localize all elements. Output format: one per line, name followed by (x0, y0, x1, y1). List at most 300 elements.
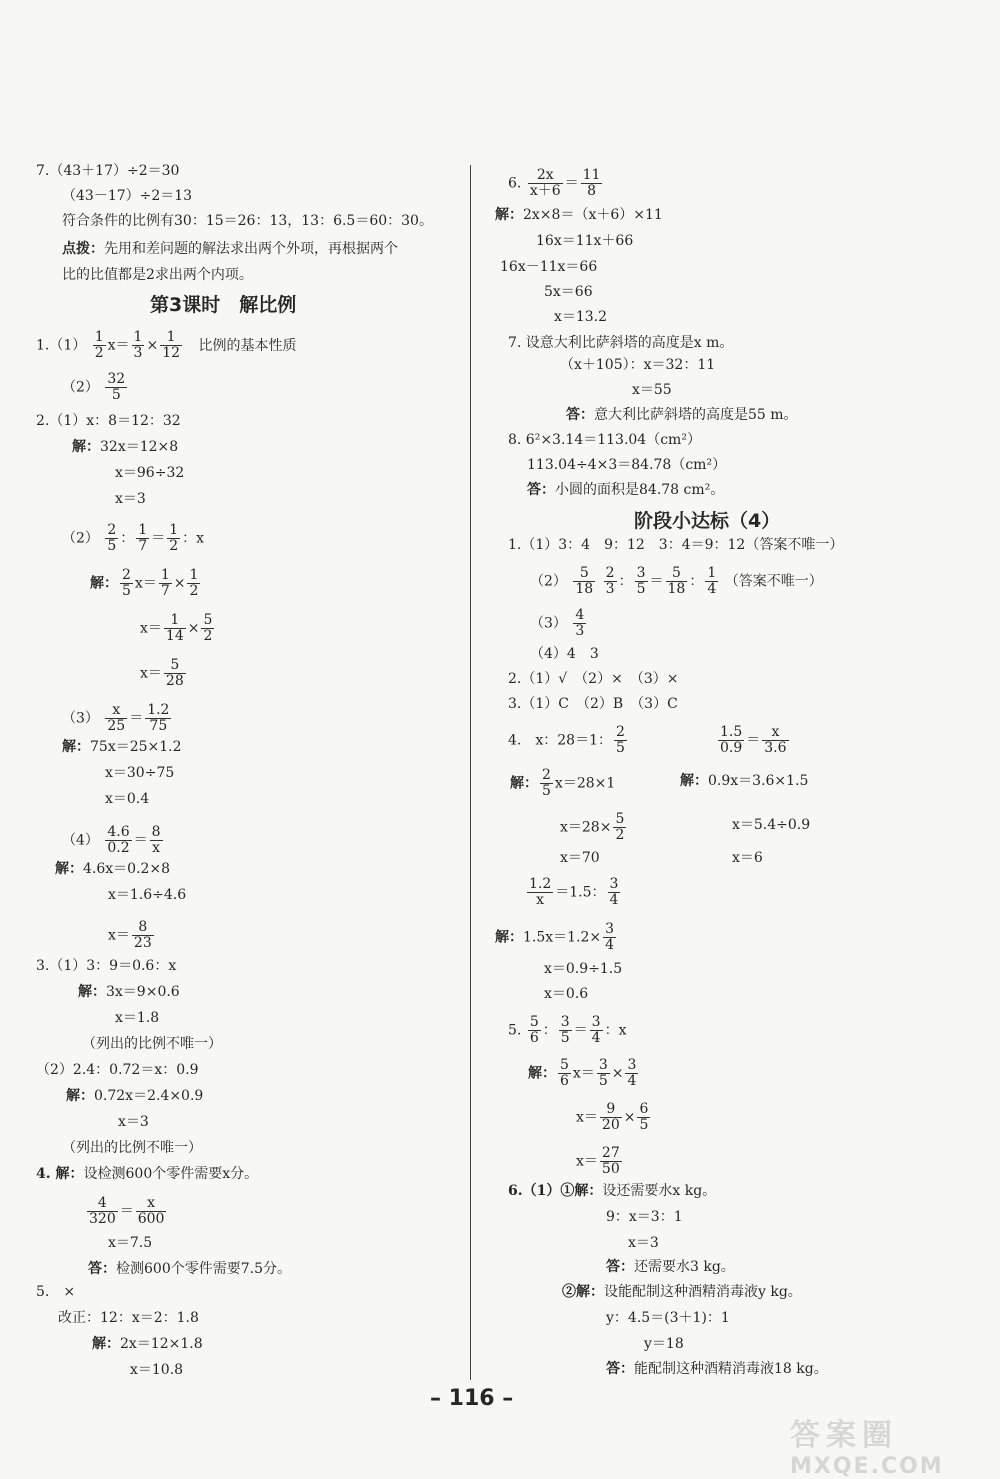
r-a6-1 (508, 1182, 716, 1200)
q-num: （2） (62, 530, 99, 547)
fraction (150, 825, 163, 856)
denominator: 0.9 (720, 740, 743, 756)
l-q3-5: （2）2.4：0.72＝x：0.9 (36, 1062, 199, 1078)
fraction (164, 658, 186, 689)
note: 比例的基本性质 (198, 337, 297, 354)
expr: x＝ (572, 1065, 595, 1082)
jie-label: 解： (92, 1336, 120, 1352)
expr: ＝ (133, 832, 148, 849)
fraction (105, 703, 127, 734)
fraction (159, 568, 172, 599)
denominator: 4 (627, 1073, 637, 1089)
l-q2-2-s2 (140, 613, 216, 644)
fraction (666, 566, 688, 597)
numerator: 11 (582, 167, 601, 183)
numerator: 5 (666, 566, 688, 582)
r-q6 (508, 168, 604, 199)
jie-label: 解： (680, 773, 708, 789)
r-a6-5 (562, 1283, 802, 1301)
r-a1-1: 1.（1）3：4 9：12 3：4＝9：12（答案不唯一） (508, 537, 844, 553)
l-q5-3 (92, 1335, 203, 1353)
r-a4-s3: x＝70 (560, 850, 600, 866)
denominator: 5 (122, 583, 131, 599)
q-num: 5. (508, 1022, 522, 1039)
answer-text: 意大利比萨斜塔的高度是55 m。 (594, 407, 798, 423)
expr: ： (689, 573, 704, 590)
expr: × (187, 620, 200, 637)
denominator: 3 (575, 623, 585, 639)
l-q5-1: 5. × (36, 1284, 76, 1300)
jie-label: 4. 解： (36, 1166, 84, 1182)
denominator: 4 (591, 1030, 601, 1046)
l-q4-ans (88, 1260, 291, 1278)
l-q2-4-s1 (55, 860, 170, 878)
fraction (93, 330, 106, 361)
fraction (637, 1102, 650, 1133)
r-a4-s6: x＝0.6 (544, 986, 589, 1002)
numerator: 5 (529, 1014, 539, 1030)
numerator: 5 (573, 566, 595, 582)
q-num: （2） (530, 573, 567, 590)
numerator: 2x (528, 168, 563, 184)
fraction (136, 1196, 167, 1227)
numerator: 2 (542, 767, 551, 783)
answer-text: 检测600个零件需要7.5分。 (116, 1261, 291, 1277)
l-q3-1: 3.（1）3：9＝0.6：x (36, 958, 177, 974)
denominator: 2 (94, 345, 104, 361)
numerator: 1 (160, 330, 182, 346)
fraction (718, 725, 744, 756)
step: 设还需要水x kg。 (602, 1183, 717, 1199)
denominator: 3 (605, 581, 615, 597)
fraction (105, 372, 127, 403)
r-a6-7: y＝18 (644, 1336, 684, 1352)
l-q4-1 (36, 1165, 258, 1183)
r-q7-2: （x＋105）：x＝32：11 (560, 357, 716, 373)
r-a1-2 (530, 566, 823, 597)
answer-label: 答： (566, 407, 594, 423)
l-q5-4: x＝10.8 (130, 1362, 184, 1378)
numerator: 8 (132, 920, 154, 936)
r-a5 (508, 1015, 626, 1046)
numerator: 1 (189, 567, 199, 583)
jie-label: 解： (510, 775, 538, 792)
expr: × (173, 575, 186, 592)
l-q3-2 (78, 983, 180, 1001)
fraction (132, 920, 154, 951)
expr: x＝ (576, 1153, 598, 1170)
expr: x＝28×1 (554, 775, 616, 792)
page-number: – 116 – (430, 1386, 514, 1411)
l-q4-2 (85, 1196, 168, 1227)
fraction (201, 613, 214, 644)
q-num: 1.（1） (36, 337, 87, 354)
r-a4-s2 (560, 812, 628, 843)
jie-label: 解： (495, 207, 523, 223)
numerator: 3 (598, 1057, 608, 1073)
denominator: 2 (615, 827, 625, 843)
expr: ＝ (151, 530, 166, 547)
numerator: 2 (107, 522, 117, 538)
denominator: 5 (542, 783, 551, 799)
fraction (187, 568, 200, 599)
numerator: 27 (601, 1145, 620, 1161)
q-num: （3） (62, 710, 99, 727)
r-a5-s1 (528, 1058, 640, 1089)
denominator: 8 (587, 183, 596, 199)
r-q7-ans (566, 406, 798, 424)
r-a4-e2 (716, 725, 791, 756)
fraction (160, 330, 182, 361)
jie-label: 解： (78, 984, 106, 1000)
answer-text: 能配制这种酒精消毒液18 kg。 (634, 1361, 828, 1377)
r-a1-4: （4）4 3 (530, 646, 599, 662)
step: 3x＝9×0.6 (106, 984, 180, 1000)
expr: × (623, 1109, 636, 1126)
expr: ： (618, 573, 633, 590)
jie-label: 6.（1）①解： (508, 1183, 603, 1199)
r-q7-3: x＝55 (632, 382, 672, 398)
r-a4-s3b: x＝6 (732, 850, 763, 866)
denominator: 5 (639, 1117, 649, 1133)
answer-text: 小圆的面积是84.78 cm²。 (555, 482, 725, 498)
denominator: 7 (160, 583, 170, 599)
expr: ： (120, 530, 135, 547)
numerator: 8 (151, 824, 161, 840)
numerator: 5 (560, 1057, 569, 1073)
denominator: 3.6 (764, 740, 787, 756)
fraction (762, 725, 788, 756)
fraction (614, 725, 627, 756)
r-a5-s2 (576, 1102, 652, 1133)
jie-label: 解： (62, 739, 90, 755)
denominator: 6 (560, 1073, 569, 1089)
fraction (581, 168, 603, 199)
numerator: 3 (560, 1014, 570, 1030)
numerator: x (136, 1196, 167, 1212)
r-a4-s5: x＝0.9÷1.5 (544, 961, 623, 977)
fraction (603, 922, 616, 953)
numerator: 1 (169, 522, 179, 538)
l-q3-6 (66, 1087, 203, 1105)
step: 2x＝12×1.8 (120, 1336, 203, 1352)
jie-label: 解： (528, 1065, 556, 1082)
numerator: 1.2 (147, 702, 170, 718)
l-q7-line3: 符合条件的比例有30：15＝26：13，13：6.5＝60：30。 (62, 213, 433, 229)
r-q8-ans (527, 481, 724, 499)
step: 2x×8＝（x＋6）×11 (523, 207, 663, 223)
l-q2-4-s2: x＝1.6÷4.6 (108, 887, 187, 903)
fraction (145, 703, 171, 734)
r-a4-s4 (495, 922, 618, 953)
r-a6-6: y：4.5＝(3＋1)：1 (606, 1310, 730, 1326)
l-q2-3 (62, 703, 173, 734)
numerator: 2 (122, 567, 131, 583)
denominator: 75 (149, 718, 168, 734)
numerator: 32 (107, 371, 126, 387)
numerator: 3 (591, 1014, 601, 1030)
denominator: x (536, 892, 545, 908)
l-q2-3-s3: x＝0.4 (105, 791, 150, 807)
denominator: 23 (133, 935, 152, 951)
denominator: 4 (707, 581, 717, 597)
l-q2-3-s2: x＝30÷75 (105, 765, 175, 781)
fraction (559, 1015, 572, 1046)
answer-text: 还需要水3 kg。 (634, 1259, 735, 1275)
denominator: 14 (165, 628, 184, 644)
l-q2-1: 2.（1）x：8＝12：32 (36, 413, 181, 429)
denominator: 18 (667, 581, 686, 597)
r-a4-s2b: x＝5.4÷0.9 (732, 817, 811, 833)
answer-label: 答： (527, 482, 555, 498)
numerator: x (762, 725, 788, 741)
fraction (705, 566, 718, 597)
l-q2-2-s3 (140, 658, 188, 689)
numerator: 1 (94, 329, 104, 345)
fraction (613, 812, 626, 843)
q-num: 6. (508, 175, 522, 192)
l-q5-2: 改正：12：x＝2：1.8 (58, 1310, 199, 1326)
r-q8-1: 8. 6²×3.14＝113.04（cm²） (508, 432, 701, 448)
denominator: 5 (107, 538, 117, 554)
denominator: 2 (203, 628, 213, 644)
answer-label: 答： (88, 1261, 116, 1277)
numerator: 1.2 (529, 876, 552, 892)
l-q4-3: x＝7.5 (108, 1235, 153, 1251)
l-q2-3-s1 (62, 738, 182, 756)
step: 75x＝25×1.2 (90, 739, 182, 755)
numerator: 5 (203, 612, 213, 628)
expr: ： (542, 1022, 557, 1039)
expr: ：x (604, 1022, 627, 1039)
denominator: 25 (107, 718, 126, 734)
denominator: 18 (575, 581, 594, 597)
r-a4-e1 (508, 725, 629, 756)
expr: x＝28× (560, 819, 612, 836)
l-q2-2-s1 (90, 568, 202, 599)
r-a4-s1b (680, 772, 808, 790)
r-a1-3 (530, 608, 588, 639)
r-q6-s1 (495, 206, 663, 224)
fraction (600, 1102, 622, 1133)
fraction (167, 523, 180, 554)
l-q2-4-s3 (108, 920, 156, 951)
expr: 1.5x＝1.2× (523, 929, 602, 946)
r-q8-2: 113.04÷4×3＝84.78（cm²） (527, 457, 727, 473)
fraction (600, 1146, 622, 1177)
denominator: 6 (529, 1030, 539, 1046)
fraction (604, 566, 617, 597)
l-q3-7: x＝3 (118, 1114, 149, 1130)
fraction (120, 568, 133, 599)
numerator: 2 (615, 724, 625, 740)
column-divider (470, 165, 471, 1380)
watermark-url: MXQE.COM (790, 1454, 944, 1479)
fraction (625, 1058, 638, 1089)
expr: ＝ (649, 573, 664, 590)
r-a2: 2.（1）√ （2）× （3）× (508, 671, 679, 687)
fraction (528, 1015, 541, 1046)
expr: ＝ (573, 1022, 588, 1039)
denominator: 4 (605, 937, 615, 953)
expr: ＝ (746, 732, 761, 749)
expr: ＝1.5： (555, 884, 606, 901)
r-a6-ans1 (606, 1258, 735, 1276)
jie-label: 解： (495, 929, 523, 946)
numerator: 5 (615, 811, 625, 827)
numerator: 4 (87, 1196, 118, 1212)
r-a4-e3 (525, 877, 622, 908)
l-q2-1-s1 (72, 438, 178, 456)
fraction (527, 877, 553, 908)
denominator: 5 (598, 1073, 608, 1089)
denominator: 5 (111, 387, 121, 403)
l-q7-line1: 7.（43＋17）÷2＝30 (36, 163, 180, 179)
expr: ＝ (564, 175, 579, 192)
expr: ＝ (119, 1203, 134, 1220)
fraction (558, 1058, 571, 1089)
numerator: 1.5 (720, 724, 743, 740)
numerator: x (105, 703, 127, 719)
l-q2-2 (62, 523, 204, 554)
r-q6-s3: 16x－11x＝66 (500, 259, 598, 275)
fraction (528, 168, 563, 199)
numerator: 9 (600, 1102, 622, 1118)
step: 设检测600个零件需要x分。 (83, 1166, 259, 1182)
r-q6-s4: 5x＝66 (544, 284, 593, 300)
fraction (132, 330, 145, 361)
l-q2-1-s3: x＝3 (115, 491, 146, 507)
numerator: 1 (138, 522, 148, 538)
step: 设能配制这种酒精消毒液y kg。 (604, 1284, 802, 1300)
fraction (597, 1058, 610, 1089)
fraction (105, 825, 131, 856)
fraction (590, 1015, 603, 1046)
numerator: 3 (636, 565, 646, 581)
numerator: 1 (133, 329, 143, 345)
expr: x＝ (134, 575, 157, 592)
fraction (635, 566, 648, 597)
fraction (540, 768, 553, 799)
fraction (608, 877, 621, 908)
l-q7-tip2: 比的比值都是2求出两个内项。 (62, 267, 253, 283)
numerator: 3 (627, 1057, 637, 1073)
answer-label: 答： (606, 1259, 634, 1275)
r-q6-s2: 16x＝11x＋66 (536, 233, 634, 249)
numerator: 4 (575, 607, 585, 623)
l-q1-1 (36, 330, 296, 361)
r-q6-s5: x＝13.2 (554, 309, 608, 325)
denominator: 28 (165, 673, 184, 689)
denominator: 2 (189, 583, 199, 599)
expr: ：x (182, 530, 205, 547)
expr: 4. x：28＝1： (508, 732, 612, 749)
jie-label: ②解： (562, 1284, 604, 1300)
expr: × (146, 337, 159, 354)
jie-label: 解： (90, 575, 118, 592)
denominator: 5 (560, 1030, 570, 1046)
watermark-logo (790, 1410, 944, 1479)
denominator: 7 (138, 538, 148, 554)
step: 0.72x＝2.4×0.9 (94, 1088, 204, 1104)
numerator: 2 (605, 565, 615, 581)
numerator: 5 (164, 658, 186, 674)
jie-label: 解： (66, 1088, 94, 1104)
expr: ＝ (129, 710, 144, 727)
denominator: 0.2 (107, 840, 130, 856)
denominator: x＋6 (529, 183, 561, 199)
note: （答案不唯一） (724, 573, 823, 590)
section-title-checkpoint4: 阶段小达标（4） (634, 510, 781, 532)
l-q7-line2: （43－17）÷2＝13 (62, 188, 193, 204)
numerator: 1 (164, 613, 186, 629)
l-q1-2 (62, 372, 129, 403)
denominator: 12 (162, 345, 181, 361)
q-num: （3） (530, 615, 567, 632)
expr: x＝ (140, 620, 162, 637)
r-a6-ans2 (606, 1360, 828, 1378)
fraction (573, 566, 595, 597)
r-a6-3: x＝3 (628, 1235, 659, 1251)
l-q2-1-s2: x＝96÷32 (115, 465, 185, 481)
r-q7-1: 7. 设意大利比萨斜塔的高度是x m。 (508, 335, 734, 351)
q-num: （2） (62, 379, 99, 396)
step: 0.9x＝3.6×1.5 (708, 773, 809, 789)
denominator: 320 (89, 1211, 116, 1227)
denominator: 5 (615, 740, 625, 756)
jie-label: 解： (55, 861, 83, 877)
fraction (136, 523, 149, 554)
fraction (105, 523, 118, 554)
numerator: 1 (707, 565, 717, 581)
numerator: 6 (639, 1101, 649, 1117)
denominator: 50 (601, 1161, 620, 1177)
fraction (87, 1196, 118, 1227)
jie-label: 解： (72, 439, 100, 455)
l-q3-4: （列出的比例不唯一） (82, 1036, 222, 1052)
r-a5-s3 (576, 1146, 624, 1177)
denominator: 2 (169, 538, 179, 554)
l-q3-8: （列出的比例不唯一） (62, 1140, 202, 1156)
r-a6-2: 9：x＝3：1 (606, 1209, 683, 1225)
l-q7-tip (62, 240, 398, 258)
denominator: 3 (133, 345, 143, 361)
denominator: 4 (609, 892, 619, 908)
numerator: 3 (609, 876, 619, 892)
expr: x＝ (107, 337, 130, 354)
tip-label: 点拨： (62, 241, 104, 257)
numerator: 4.6 (107, 824, 130, 840)
r-a3: 3.（1）C （2）B （3）C (508, 696, 678, 712)
denominator: x (152, 840, 161, 856)
numerator: 3 (605, 921, 615, 937)
watermark-text: 答案圈 (790, 1418, 898, 1453)
denominator: 5 (636, 581, 646, 597)
q-num: （4） (62, 832, 99, 849)
answer-label: 答： (606, 1361, 634, 1377)
r-a4-s1 (510, 768, 615, 799)
section-title-lesson3: 第3课时 解比例 (150, 294, 297, 316)
expr: × (611, 1065, 624, 1082)
denominator: 600 (137, 1211, 165, 1227)
fraction (164, 613, 186, 644)
expr: x＝ (108, 927, 130, 944)
tip-text: 先用和差问题的解法求出两个外项，再根据两个 (104, 241, 398, 257)
step: 32x＝12×8 (100, 439, 179, 455)
numerator: 1 (160, 567, 170, 583)
step: 4.6x＝0.2×8 (83, 861, 171, 877)
denominator: 20 (601, 1117, 620, 1133)
